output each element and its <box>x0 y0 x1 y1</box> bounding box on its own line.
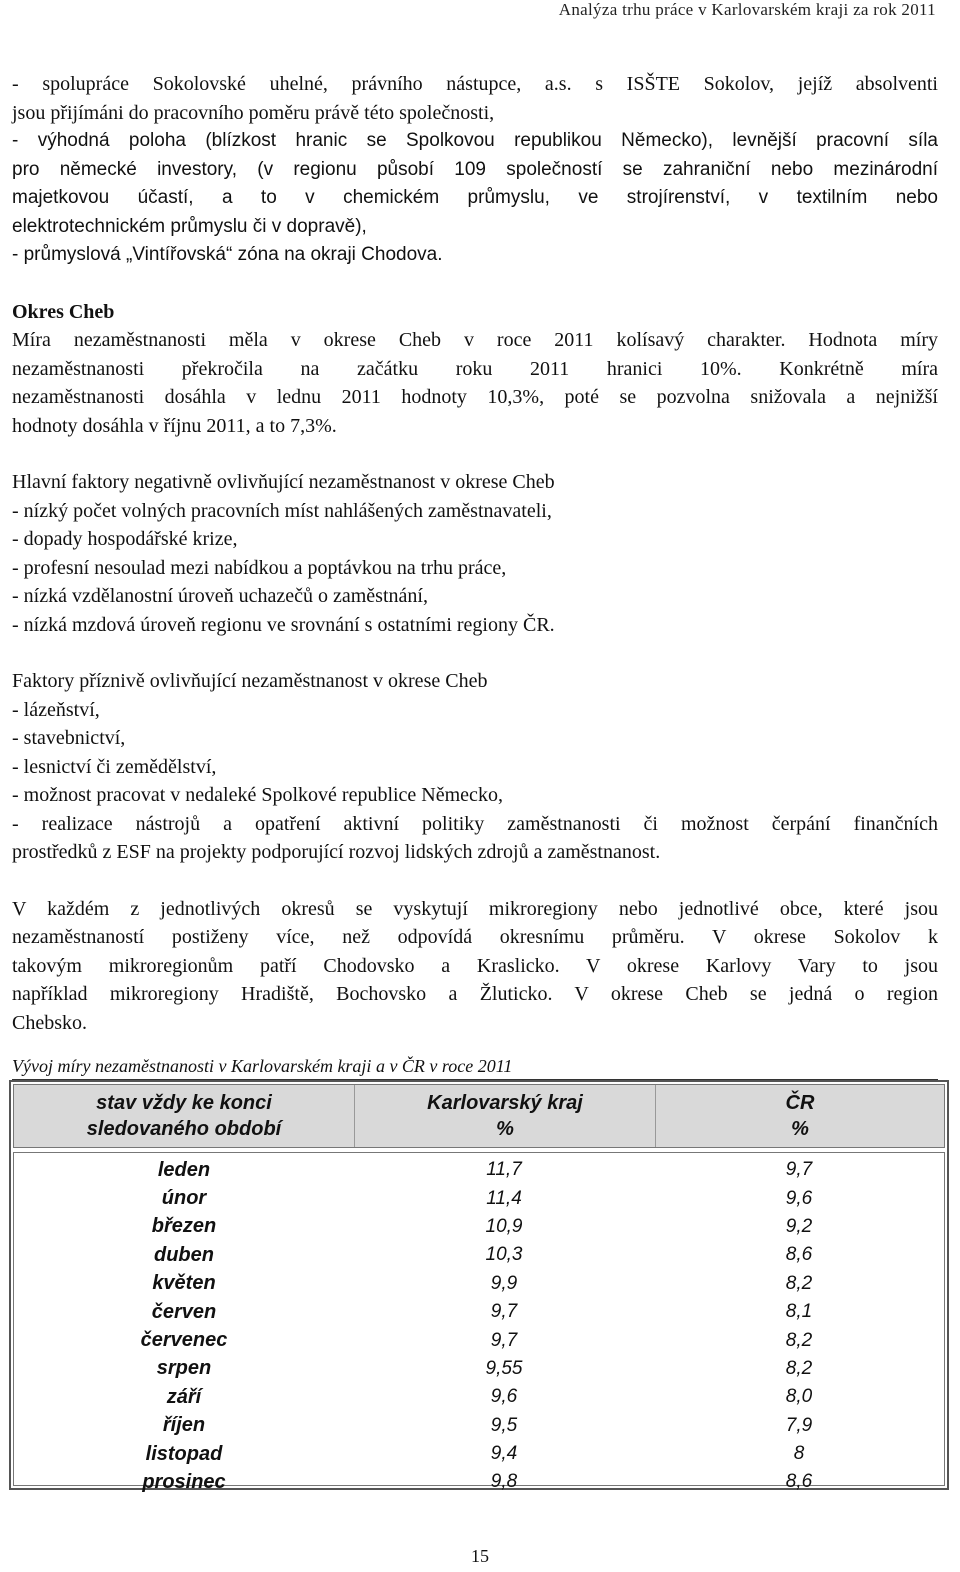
intro-paragraph <box>12 70 938 270</box>
cell-month: listopad <box>145 1442 223 1465</box>
cell-cr: 8,2 <box>785 1272 813 1294</box>
text-line: nezaměstnaností postiženy více, než odpovídá okresnímu průměru. V okrese Sokolov k <box>12 926 938 948</box>
text-line: Chebsko. <box>12 1011 87 1034</box>
document-body <box>12 70 938 1037</box>
text-line: - průmyslová „Vintířovská“ zóna na okraji Chodova. <box>12 244 443 265</box>
table-row <box>14 1440 944 1468</box>
cell-cr: 8 <box>793 1443 805 1465</box>
cell-cr: 8,2 <box>785 1329 813 1351</box>
list-item: - dopady hospodářské krize, <box>12 528 238 550</box>
negative-factors <box>12 468 938 639</box>
cell-cr: 8,6 <box>785 1244 813 1266</box>
cell-cr: 8,2 <box>785 1357 813 1379</box>
positive-factors <box>12 667 938 867</box>
cell-month: prosinec <box>142 1470 226 1493</box>
cell-month: únor <box>161 1187 207 1210</box>
cell-karlovarsky: 10,9 <box>485 1215 523 1237</box>
header-period: stav vždy ke konci sledovaného období <box>14 1085 355 1147</box>
list-item: - stavebnictví, <box>12 727 126 749</box>
cell-karlovarsky: 9,9 <box>490 1272 518 1294</box>
unemployment-table <box>9 1080 949 1493</box>
cell-cr: 9,6 <box>785 1187 813 1209</box>
text-line: V každém z jednotlivých okresů se vyskytují mikroregiony nebo jednotlivé obce, které jsou <box>12 897 938 920</box>
cell-month: říjen <box>162 1414 206 1437</box>
cell-karlovarsky: 11,7 <box>486 1159 522 1181</box>
cell-karlovarsky: 9,7 <box>490 1329 518 1351</box>
text-line: elektrotechnickém průmyslu či v dopravě), <box>12 215 367 237</box>
text-line: pro německé investory, (v regionu působí 109 společností se zahraniční nebo mezinárodní <box>12 158 938 180</box>
table-row <box>14 1241 944 1269</box>
cell-cr: 9,7 <box>785 1159 813 1181</box>
text-line: jsou přijímáni do pracovního poměru právě této společnosti, <box>12 101 495 124</box>
table-row <box>14 1184 944 1212</box>
table-row <box>14 1383 944 1411</box>
cell-month: září <box>166 1385 202 1408</box>
cell-karlovarsky: 10,3 <box>485 1244 523 1266</box>
header-cr: ČR % <box>785 1092 815 1140</box>
table-row <box>14 1298 944 1326</box>
cell-month: duben <box>154 1243 214 1266</box>
list-item: - lázeňství, <box>12 698 100 721</box>
table-row <box>14 1468 944 1496</box>
cell-karlovarsky: 9,6 <box>490 1386 518 1408</box>
text-line: takovým mikroregionům patří Chodovsko a Kraslicko. V okrese Karlovy Vary to jsou <box>12 954 938 977</box>
cell-karlovarsky: 9,7 <box>490 1301 518 1323</box>
table-row <box>14 1213 944 1241</box>
text-line: například mikroregiony Hradiště, Bochovsko a Žluticko. V okrese Cheb se jedná o region <box>12 983 938 1005</box>
text-line: nezaměstnanosti překročila na začátku roku 2011 hranici 10%. Konkrétně míra <box>12 357 938 380</box>
list-item: - nízká vzdělanostní úroveň uchazečů o zaměstnání, <box>12 585 428 607</box>
section-heading: Okres Cheb <box>12 300 115 323</box>
table-row <box>14 1270 944 1298</box>
list-item: - profesní nesoulad mezi nabídkou a poptávkou na trhu práce, <box>12 556 507 579</box>
table-row <box>14 1355 944 1383</box>
cell-month: leden <box>157 1158 211 1181</box>
list-title: Faktory příznivě ovlivňující nezaměstnanost v okrese Cheb <box>12 670 488 692</box>
list-item: - možnost pracovat v nedaleké Spolkové republice Německo, <box>12 784 503 806</box>
cheb-section <box>12 298 938 441</box>
cell-cr: 8,6 <box>785 1471 813 1493</box>
table-caption: Vývoj míry nezaměstnanosti v Karlovarském kraji a v ČR v roce 2011 <box>12 1056 513 1076</box>
table-row <box>14 1326 944 1354</box>
microregions-paragraph <box>12 895 938 1038</box>
list-item: - nízký počet volných pracovních míst nahlášených zaměstnavateli, <box>12 499 552 522</box>
cell-karlovarsky: 9,8 <box>490 1471 518 1493</box>
cell-karlovarsky: 11,4 <box>486 1187 522 1209</box>
cell-cr: 8,1 <box>785 1301 813 1323</box>
page-number: 15 <box>471 1546 489 1566</box>
table-header <box>13 1084 945 1148</box>
cell-cr: 7,9 <box>785 1414 813 1436</box>
cell-cr: 9,2 <box>785 1215 813 1237</box>
running-header: Analýza trhu práce v Karlovarském kraji za rok 2011 <box>558 0 936 19</box>
text-line: hodnoty dosáhla v říjnu 2011, a to 7,3%. <box>12 414 337 437</box>
cell-month: srpen <box>156 1357 212 1380</box>
text-line: - spolupráce Sokolovské uhelné, právního nástupce, a.s. s ISŠTE Sokolov, jejíž absolventi <box>12 73 938 95</box>
table-row <box>14 1412 944 1440</box>
cell-month: květen <box>152 1272 216 1295</box>
cell-karlovarsky: 9,55 <box>485 1357 523 1379</box>
list-item: prostředků z ESF na projekty podporující rozvoj lidských zdrojů a zaměstnanost. <box>12 841 661 863</box>
cell-karlovarsky: 9,5 <box>490 1414 518 1436</box>
list-item: - nízká mzdová úroveň regionu ve srovnání s ostatními regiony ČR. <box>12 613 555 636</box>
cell-karlovarsky: 9,4 <box>490 1443 518 1465</box>
text-line: majetkovou účastí, a to v chemickém průmyslu, ve strojírenství, v textilním nebo <box>12 187 938 208</box>
list-item: - realizace nástrojů a opatření aktivní politiky zaměstnanosti či možnost čerpání finančních <box>12 812 938 835</box>
text-line: nezaměstnanosti dosáhla v lednu 2011 hodnoty 10,3%, poté se pozvolna snižovala a nejnižší <box>12 386 938 408</box>
text-line: - výhodná poloha (blízkost hranic se Spolkovou republikou Německo), levnější pracovní síla <box>12 130 938 151</box>
header-karlovarsky: Karlovarský kraj % <box>355 1085 656 1147</box>
table-row <box>14 1156 944 1184</box>
cell-month: červenec <box>140 1329 228 1352</box>
list-title: Hlavní faktory negativně ovlivňující nezaměstnanost v okrese Cheb <box>12 471 555 493</box>
cell-month: březen <box>151 1215 217 1238</box>
table-body <box>13 1152 945 1493</box>
text-line: Míra nezaměstnanosti měla v okrese Cheb v roce 2011 kolísavý charakter. Hodnota míry <box>12 329 938 351</box>
list-item: - lesnictví či zemědělství, <box>12 755 217 778</box>
cell-month: červen <box>151 1300 217 1323</box>
cell-cr: 8,0 <box>785 1386 813 1408</box>
